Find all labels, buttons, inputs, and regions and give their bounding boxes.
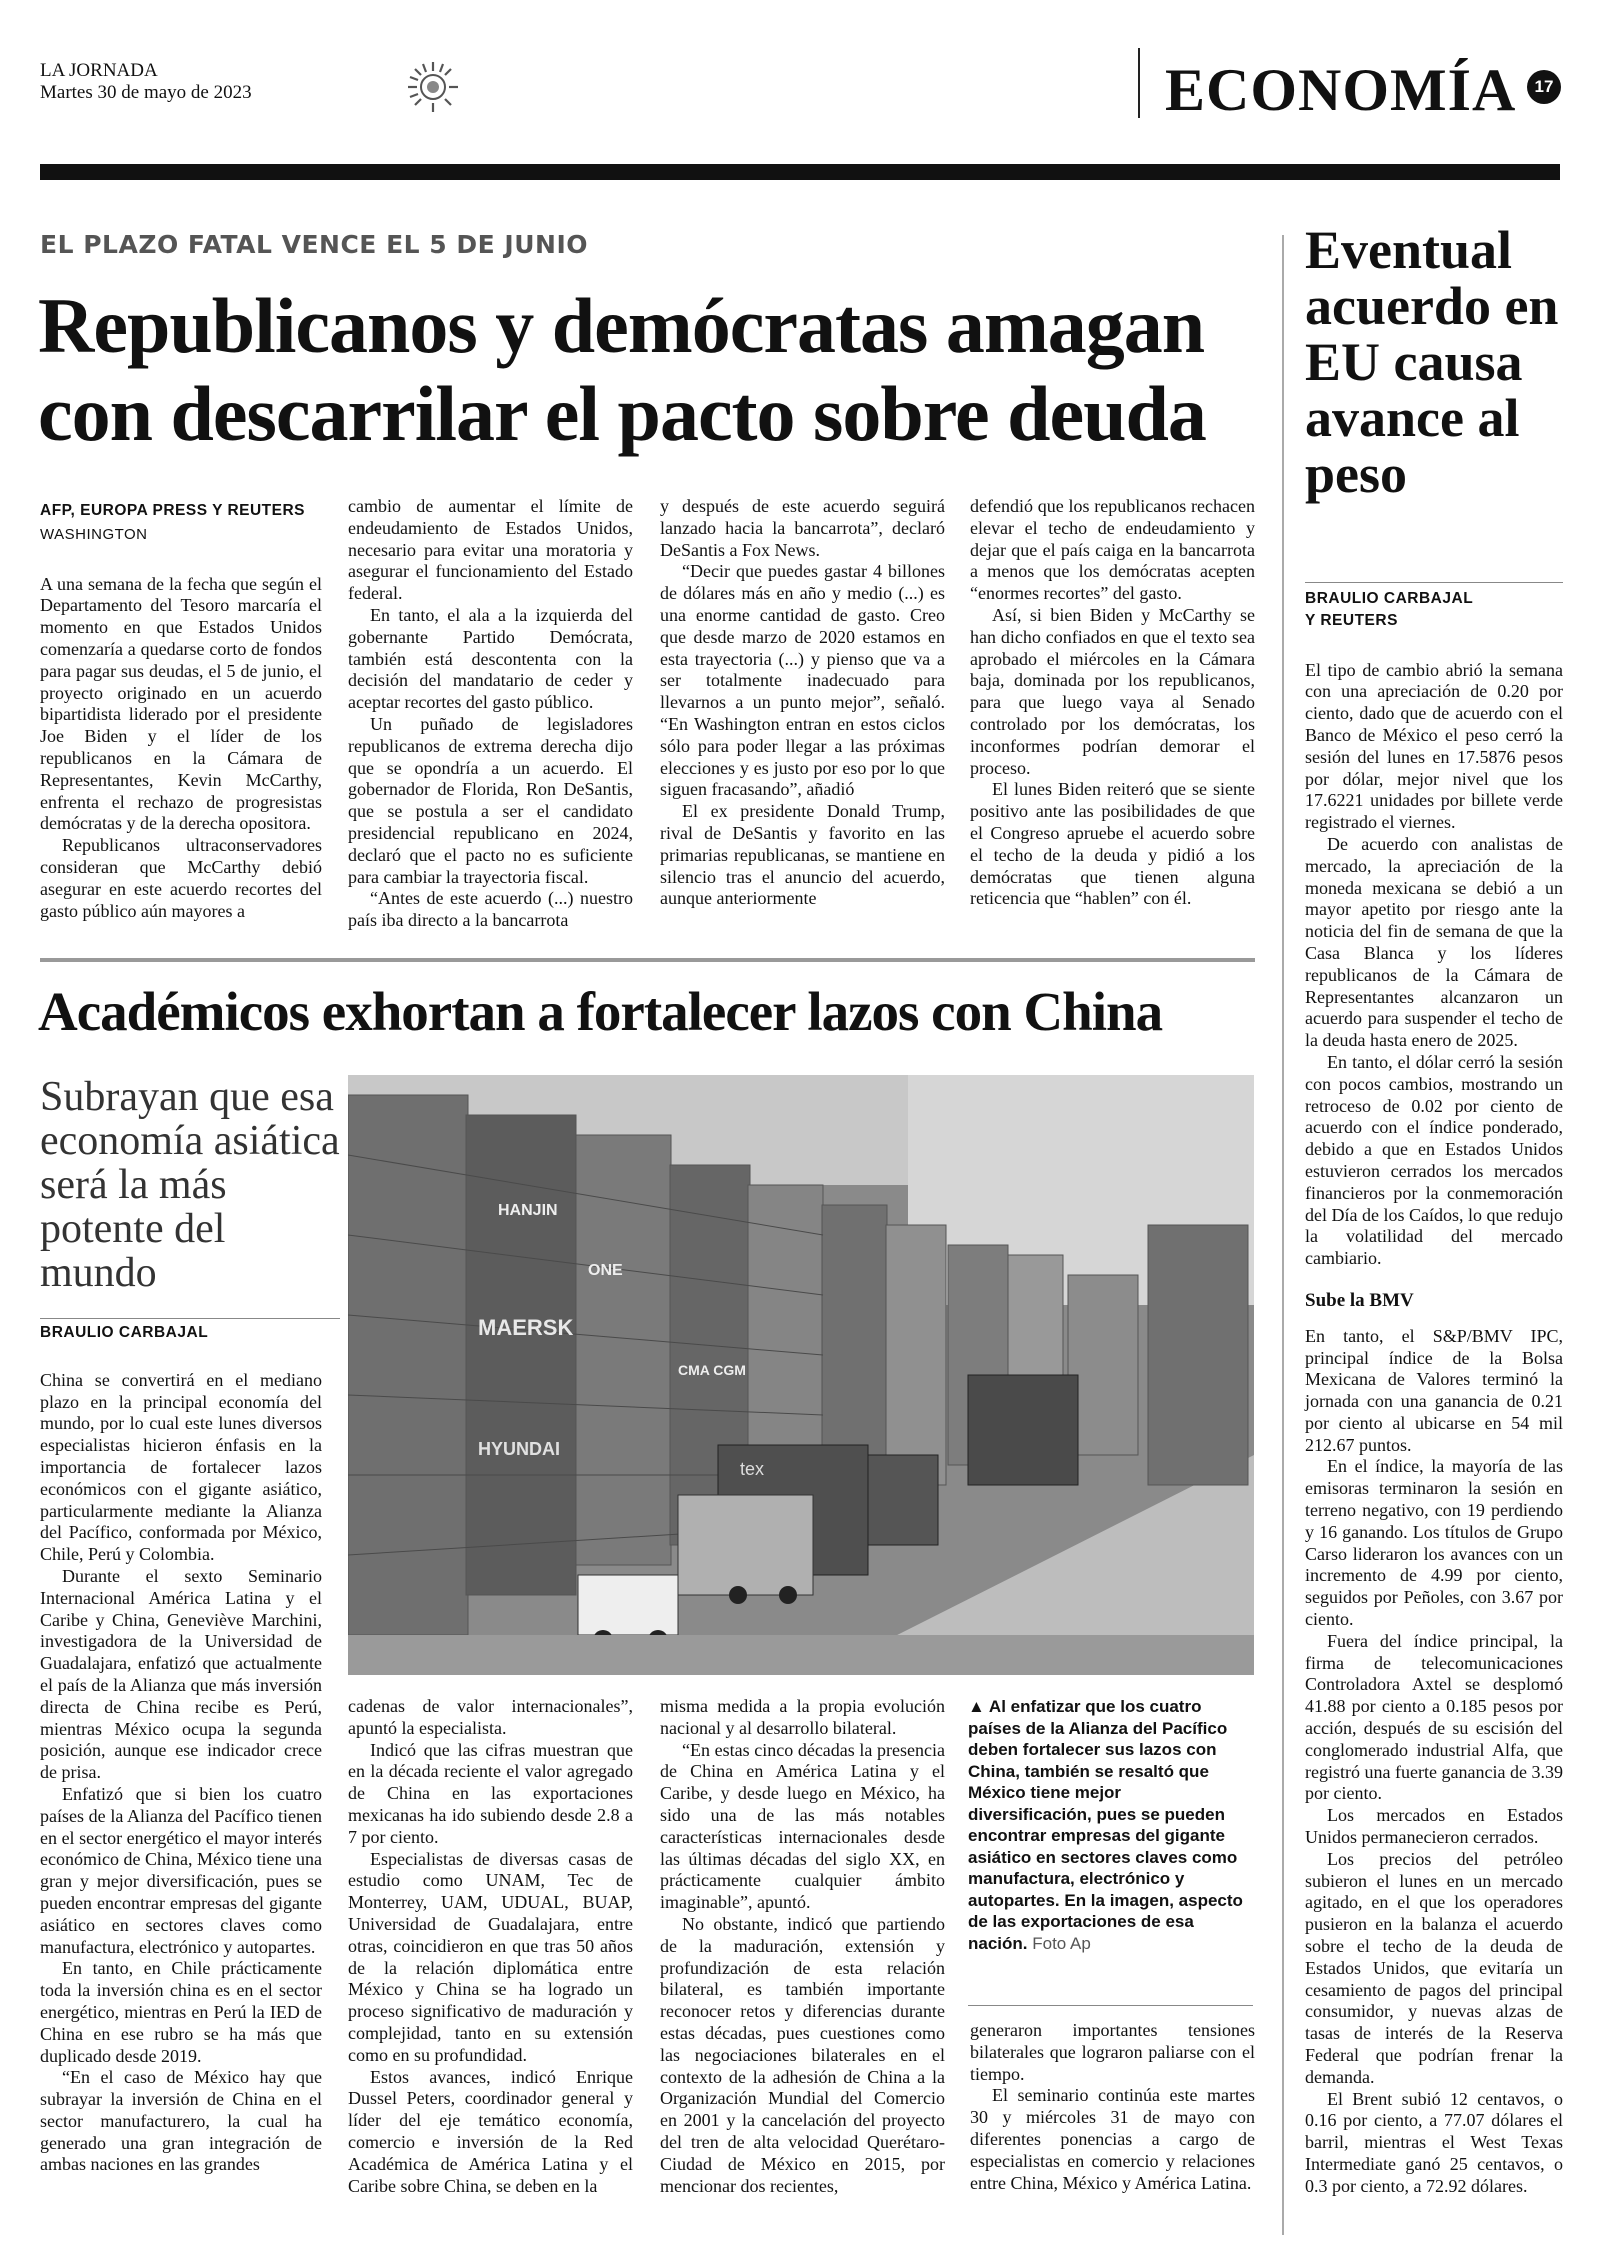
sidebar-byline-2: Y REUTERS — [1305, 611, 1398, 629]
paragraph: cambio de aumentar el límite de endeudamiento de Estados Unidos, necesario para evitar una moratoria y asegurar el funcionamiento del Estado federal. — [348, 496, 633, 604]
paragraph: cadenas de valor internacionales”, apuntó la especialista. — [348, 1696, 633, 1738]
sidebar-subhead: Sube la BMV — [1305, 1289, 1414, 1311]
caption-text: ▲ Al enfatizar que los cuatro países de la Alianza del Pacífico deben fortalecer sus lazos con China, también se resaltó que México tiene mejor diversificación, pues se pueden encontrar empresas del gigante asiático en sectores claves como manufactura, electrónico y autopartes. En la imagen, aspecto de las exportaciones de esa nación. — [968, 1697, 1243, 1953]
story2-column-2 — [348, 1696, 633, 2197]
paragraph: “En el caso de México hay que subrayar la inversión de China en el sector manufacturero, la cual ha generado una gran integración de ambas naciones en las grandes — [40, 2067, 322, 2175]
paragraph: Los mercados en Estados Unidos permanecieron cerrados. — [1305, 1805, 1563, 1848]
paragraph: defendió que los republicanos rechacen elevar el techo de endeudamiento y dejar que el país caiga en la bancarrota a menos que los demócratas acepten “enormes recortes” del gasto. — [970, 496, 1255, 604]
sidebar-byline: BRAULIO CARBAJAL — [1305, 590, 1474, 607]
masthead-info — [40, 60, 252, 104]
sidebar-divider — [1282, 235, 1284, 2235]
issue-date: Martes 30 de mayo de 2023 — [40, 82, 252, 103]
story2-column-3 — [660, 1696, 945, 2197]
header-rule — [40, 164, 1560, 180]
paragraph: Estos avances, indicó Enrique Dussel Peters, coordinador general y líder del eje temático economía, comercio e inversión de la Red Académica de América Latina y el Caribe sobre China, se deben en la — [348, 2066, 633, 2196]
sidebar-rule — [1305, 582, 1563, 583]
paragraph: “Decir que puedes gastar 4 billones de dólares más en año y medio (...) es una enorme cantidad de gasto. Creo que desde marzo de 2020 estamos en esta trayectoria (...) y pienso que va a ser totalmente inadecuado para llevarnos a un punto mejor”, señaló. “En Washington entran en estos ciclos sólo para poder llegar a las próximas elecciones y es justo por eso por lo que siguen fracasando”, añadió — [660, 561, 945, 800]
paragraph: En tanto, en Chile prácticamente toda la inversión china es en el sector energético, mientras en Perú la IED de China en ese rubro se ha más que duplicado desde 2019. — [40, 1958, 322, 2066]
story2-deck: Subrayan que esa economía asiática será la más potente del mundo — [40, 1074, 340, 1296]
story1-headline — [38, 282, 1268, 458]
sidebar-column — [1305, 588, 1563, 2198]
story2-byline: BRAULIO CARBAJAL — [40, 1324, 209, 1341]
paragraph: Especialistas de diversas casas de estudio como UNAM, Tec de Monterrey, UAM, UDUAL, BUAP, Universidad de Guadalajara, entre otras, coincidieron en que tras 50 años de la relación diplomática entre México y China se ha logrado un proceso significativo de maduración y complejidad, tanto en su extensión como en su profundidad. — [348, 1848, 633, 2065]
paragraph: El seminario continúa este martes 30 y miércoles 31 de mayo con diferentes ponencias a cargo de especialistas en comercio y relaciones entre China, México y América Latina. — [970, 2085, 1255, 2193]
paragraph: Indicó que las cifras muestran que en la década reciente el valor agregado de China en las exportaciones mexicanas ha ido subiendo desde 2.8 a 7 por ciento. — [348, 1739, 633, 1847]
story1-byline: AFP, EUROPA PRESS Y REUTERS — [40, 502, 306, 519]
sun-logo-icon — [406, 60, 460, 114]
paragraph: A una semana de la fecha que según el Departamento del Tesoro marcaría el momento en que Estados Unidos comenzaría a quedarse corto de fondos para pagar sus deudas, el 5 de junio, el proyecto originado en un acuerdo bipartidista liderado por el presidente Joe Biden y el líder de los republicanos en la Cámara de Representantes, Kevin McCarthy, enfrenta el rechazo de progresistas demócratas y de la derecha opositora. — [40, 573, 322, 834]
paragraph: “En estas cinco décadas la presencia de China en América Latina y el Caribe, y desde luego en México, ha sido una de las más notables características internacionales desde las últimas décadas del siglo XX, en prácticamente cualquier ámbito imaginable”, apuntó. — [660, 1739, 945, 1913]
paragraph: El tipo de cambio abrió la semana con una apreciación de 0.20 por ciento, dado que de acuerdo con el Banco de México el peso cerró la sesión del lunes en 17.5876 pesos por dólar, mejor nivel que los 17.6221 unidades por billete verde registrado el viernes. — [1305, 659, 1563, 833]
paragraph: De acuerdo con analistas de mercado, la apreciación de la moneda mexicana se debió a un mayor apetito por riesgo ante la noticia del fin de semana de que la Casa Blanca y los líderes republicanos de la Cámara de Representantes alcanzaron un acuerdo para suspender el techo de la deuda hasta enero de 2025. — [1305, 833, 1563, 1051]
story1-column-3 — [660, 496, 945, 910]
sidebar-headline: Eventual acuerdo en EU causa avance al peso — [1305, 220, 1559, 504]
paragraph: Fuera del índice principal, la firma de telecomunicaciones Controladora Axtel se desplomó 41.88 por ciento a 0.185 pesos por acción, después de su escisión del conglomerado industrial Alfa, que registró una fuerte ganancia de 3.39 por ciento. — [1305, 1630, 1563, 1804]
container-label: HYUNDAI — [478, 1439, 561, 1459]
paragraph: El lunes Biden reiteró que se siente positivo ante las posibilidades de que el Congreso apruebe el acuerdo sobre el techo de la deuda y pidió a los demócratas que tienen alguna reticencia que “hablen” con él. — [970, 779, 1255, 909]
paragraph: No obstante, indicó que partiendo de la maduración, extensión y profundización de esta relación bilateral, es también importante reconocer retos y diferencias durante estas décadas, pues cuestiones como las negociaciones bilaterales en el contexto de la adhesión de China a la Organización Mundial del Comercio en 2001 y la cancelación del proyecto del tren de alta velocidad Querétaro-Ciudad de México en 2015, por mencionar dos recientes, — [660, 1913, 945, 2196]
paragraph: China se convertirá en el mediano plazo en la principal economía del mundo, por lo cual este lunes diversos especialistas hicieron énfasis en la importancia de fortalecer lazos económicos con el gigante asiático, particularmente mediante la Alianza del Pacífico, conformada por México, Chile, Perú y Colombia. — [40, 1369, 322, 1565]
header-divider — [1138, 48, 1140, 118]
section-title: ECONOMÍA — [1165, 57, 1517, 123]
story1-column-1 — [40, 500, 322, 922]
story1-dateline: WASHINGTON — [40, 525, 148, 543]
page-number: 17 — [1527, 70, 1561, 104]
story2-column-1 — [40, 1322, 322, 2176]
container-label: MAERSK — [478, 1315, 574, 1340]
paragraph: En tanto, el ala a la izquierda del gobernante Partido Demócrata, también está descontenta con la decisión del mandatario de ceder y aceptar recortes del gasto público. — [348, 604, 633, 713]
container-label: tex — [740, 1459, 765, 1479]
story1-kicker: EL PLAZO FATAL VENCE EL 5 DE JUNIO — [40, 230, 589, 259]
container-label: ONE — [588, 1262, 623, 1279]
paragraph: En tanto, el S&P/BMV IPC, principal índice de la Bolsa Mexicana de Valores terminó la jornada con una ganancia de 0.21 por ciento al ubicarse en 54 mil 212.67 puntos. — [1305, 1325, 1563, 1455]
container-label: HANJIN — [498, 1202, 558, 1219]
paragraph: El Brent subió 12 centavos, o 0.16 por ciento, a 77.07 dólares el barril, mientras el West Texas Intermediate ganó 25 centavos, o 0.3 por ciento, a 72.92 dólares. — [1305, 2088, 1563, 2196]
caption-rule — [968, 2005, 1253, 2006]
paragraph: Enfatizó que si bien los cuatro países de la Alianza del Pacífico tienen en el sector energético el mayor interés económico de China, México tiene una gran y mejor diversificación, pues se pueden encontrar empresas del gigante asiático en sectores claves como manufactura, electrónico y autopartes. — [40, 1783, 322, 1957]
paragraph: En tanto, el dólar cerró la sesión con pocos cambios, mostrando un retroceso de 0.02 por ciento de acuerdo con el índice ponderado, debido a que en Estados Unidos estuvieron cerrados los mercados financieros por la conmemoración del Día de los Caídos, lo que redujo la volatilidad del mercado cambiario. — [1305, 1051, 1563, 1269]
paragraph: misma medida a la propia evolución nacional y al desarrollo bilateral. — [660, 1696, 945, 1738]
container-port-photo — [348, 1075, 1254, 1675]
paragraph: “Antes de este acuerdo (...) nuestro país iba directo a la bancarrota — [348, 888, 633, 931]
paragraph: El ex presidente Donald Trump, rival de DeSantis y favorito en las primarias republicanas, se mantiene en silencio tras el anuncio del acuerdo, aunque anteriormente — [660, 801, 945, 909]
story-divider — [40, 958, 1255, 962]
paragraph: Durante el sexto Seminario Internacional América Latina y el Caribe y China, Geneviève Marchini, investigadora de la Universidad de Guadalajara, enfatizó que actualmente el país de la Alianza que más inversión directa de China recibe es Perú, mientras México ocupa la segunda posición, aunque ese indicador crece de prisa. — [40, 1565, 322, 1783]
paragraph: Republicanos ultraconservadores consideran que McCarthy debió asegurar en este acuerdo recortes del gasto público aún mayores a — [40, 835, 322, 921]
paragraph: Un puñado de legisladores republicanos de extrema derecha dijo que se opondría a un acuerdo. El gobernador de Florida, Ron DeSantis, que se postula a ser el candidato presidencial republicano en 2024, declaró que el pacto no es suficiente para cambiar la trayectoria fiscal. — [348, 713, 633, 887]
paragraph: Los precios del petróleo subieron el lunes en un mercado agitado, en el que los operadores pusieron en la balanza el acuerdo sobre el techo de la deuda de Estados Unidos, que evitaría un cesamiento de pagos del principal consumidor, y nuevas alzas de tasas de interés de la Reserva Federal que podrían frenar la demanda. — [1305, 1848, 1563, 2087]
story1-headline-line1: Republicanos y demócratas amagan — [38, 282, 1205, 369]
story2-column-4 — [970, 2020, 1255, 2194]
photo-caption — [968, 1696, 1243, 1954]
container-label: CMA CGM — [678, 1362, 746, 1378]
photo-credit: Foto Ap — [1032, 1933, 1091, 1953]
paragraph: En el índice, la mayoría de las emisoras terminaron la sesión en terreno negativo, con 19 perdiendo y 16 ganando. Los títulos de Grupo Carso lideraron los avances con un incremento de 4.99 por ciento, seguidos por Peñoles, con 3.67 por ciento. — [1305, 1456, 1563, 1630]
paragraph: Así, si bien Biden y McCarthy se han dicho confiados en que el texto sea aprobado el miércoles en la Cámara baja, dominada por los republicanos, para que luego vaya al Senado controlado por los demócratas, los inconformes podrían demorar el proceso. — [970, 604, 1255, 778]
paragraph: generaron importantes tensiones bilaterales que lograron paliarse con el tiempo. — [970, 2020, 1255, 2084]
story1-column-4 — [970, 496, 1255, 910]
paper-name: LA JORNADA — [40, 60, 158, 81]
paragraph: y después de este acuerdo seguirá lanzado hacia la bancarrota”, declaró DeSantis a Fox News. — [660, 496, 945, 560]
deck-rule — [40, 1318, 340, 1319]
story2-headline: Académicos exhortan a fortalecer lazos con China — [38, 981, 1163, 1042]
photo-illustration — [348, 1075, 1254, 1675]
story1-headline-line2: con descarrilar el pacto sobre deuda — [38, 370, 1206, 457]
story1-column-2 — [348, 496, 633, 932]
